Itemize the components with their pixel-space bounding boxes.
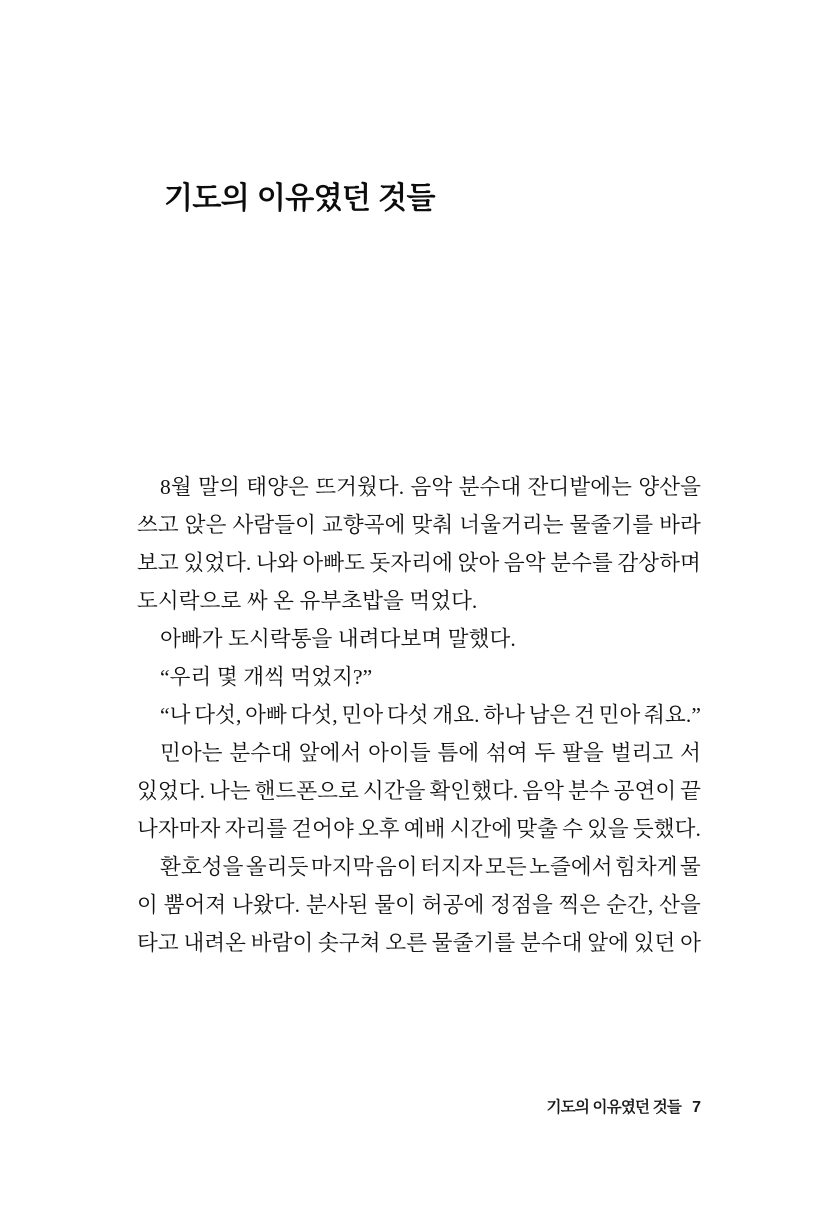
body-word: 건 bbox=[574, 703, 595, 727]
body-word: 물이 bbox=[374, 893, 417, 917]
body-word: 있었다. bbox=[137, 779, 206, 803]
body-word: 아빠 bbox=[245, 703, 287, 727]
body-word: 있었다. bbox=[183, 551, 252, 575]
body-word: 음이 bbox=[375, 855, 418, 879]
body-word: 서 bbox=[680, 741, 701, 765]
body-word: 공연이 bbox=[613, 779, 677, 803]
body-word: 8월 bbox=[160, 475, 192, 499]
body-word: 자리를 bbox=[224, 817, 288, 841]
body-word: 음악 bbox=[522, 779, 565, 803]
body-word: 이 bbox=[137, 893, 158, 917]
body-word: 끝 bbox=[680, 779, 701, 803]
body-word: 맞출 bbox=[516, 817, 559, 841]
body-word: 오른 bbox=[385, 931, 428, 955]
page-footer bbox=[137, 1095, 701, 1117]
body-word: 노즐에서 bbox=[529, 855, 613, 879]
body-word: 모든 bbox=[485, 855, 527, 879]
body-word: 팔을 bbox=[562, 741, 604, 765]
body-word: 터지자 bbox=[420, 855, 483, 879]
body-word: 다섯 bbox=[386, 703, 429, 727]
body-word: 앉은 bbox=[184, 513, 227, 537]
body-word: 산을 bbox=[659, 893, 701, 917]
body-word: 확인했다. bbox=[429, 779, 519, 803]
body-word: 내려온 bbox=[183, 931, 247, 955]
body-word: 사람들이 bbox=[232, 513, 317, 537]
body-word: 교향곡에 bbox=[322, 513, 406, 537]
body-word: 민아 bbox=[598, 703, 641, 727]
body-word: 타고 bbox=[137, 931, 179, 955]
body-word: 다섯, bbox=[290, 703, 338, 727]
body-word: 물줄기를 bbox=[569, 513, 654, 537]
body-word: 나와 bbox=[256, 551, 298, 575]
body-word: 민아는 bbox=[160, 741, 223, 765]
footer-page-number: 7 bbox=[692, 1099, 701, 1116]
body-word: 걷어야 bbox=[291, 817, 354, 841]
body-word: 쓰고 bbox=[137, 513, 179, 537]
body-word: 틈에 bbox=[437, 741, 480, 765]
body-word: 하나 bbox=[483, 703, 525, 727]
body-word: 듯했다. bbox=[632, 817, 701, 841]
body-word: 아 bbox=[680, 931, 701, 955]
body-word: 앞에서 bbox=[298, 741, 362, 765]
body-word: 태양은 bbox=[246, 475, 309, 499]
body-line: 아빠가 도시락통을 내려다보며 말했다. bbox=[160, 627, 516, 651]
body-word: 있던 bbox=[633, 931, 676, 955]
body-word: 핸드폰으로 bbox=[254, 779, 360, 803]
body-word: 잔디밭에는 bbox=[527, 475, 633, 499]
body-word: 너울거리는 bbox=[459, 513, 564, 537]
body-word: 다섯, bbox=[194, 703, 242, 727]
body-word: 물 bbox=[680, 855, 701, 879]
body-word: 두 bbox=[534, 741, 556, 765]
body-line bbox=[160, 734, 701, 772]
body-word: 분수를 bbox=[550, 551, 613, 575]
body-word: 분수대 bbox=[229, 741, 292, 765]
footer-running-title: 기도의 이유였던 것들 bbox=[546, 1099, 682, 1116]
body-word: 민아 bbox=[341, 703, 384, 727]
body-word: 섞여 bbox=[486, 741, 528, 765]
body-word: 마지막 bbox=[310, 855, 374, 879]
body-line bbox=[160, 468, 701, 506]
body-line bbox=[137, 772, 701, 810]
body-word: 감상하며 bbox=[617, 551, 701, 575]
body-line bbox=[160, 696, 701, 734]
body-word: 벌리고 bbox=[610, 741, 674, 765]
body-word: 개요. bbox=[432, 703, 480, 727]
body-word: 올리듯 bbox=[245, 855, 309, 879]
body-word: 순간, bbox=[606, 893, 654, 917]
body-word: 분수대 bbox=[519, 931, 583, 955]
body-word: 바라 bbox=[659, 513, 701, 537]
body-word: 나왔다. bbox=[232, 893, 301, 917]
body-line: “우리 몇 개씩 먹었지?” bbox=[160, 665, 373, 689]
body-word: 음악 bbox=[410, 475, 453, 499]
body-line: 도시락으로 싸 온 유부초밥을 먹었다. bbox=[137, 589, 478, 613]
body-word: 뿜어져 bbox=[163, 893, 227, 917]
body-word: 시간을 bbox=[362, 779, 426, 803]
body-word: “나 bbox=[160, 703, 191, 727]
body-word: 힘차게 bbox=[615, 855, 678, 879]
body-line bbox=[137, 506, 701, 544]
body-word: 앉아 bbox=[457, 551, 500, 575]
body-word: 나자마자 bbox=[137, 817, 221, 841]
body-word: 물줄기를 bbox=[431, 931, 516, 955]
body-word: 아빠도 bbox=[302, 551, 365, 575]
body-text bbox=[137, 468, 701, 962]
body-word: 있을 bbox=[587, 817, 629, 841]
body-word: 뜨거웠다. bbox=[315, 475, 405, 499]
body-word: 시간에 bbox=[449, 817, 513, 841]
body-word: 허공에 bbox=[421, 893, 485, 917]
body-word: 정점을 bbox=[490, 893, 553, 917]
body-word: 분수 bbox=[567, 779, 610, 803]
body-word: 아이들 bbox=[368, 741, 431, 765]
body-word: 솟구쳐 bbox=[318, 931, 381, 955]
chapter-title: 기도의 이유였던 것들 bbox=[164, 182, 435, 216]
body-word: 양산을 bbox=[638, 475, 701, 499]
body-word: 돗자리에 bbox=[369, 551, 453, 575]
body-line bbox=[160, 848, 701, 886]
body-word: 예배 bbox=[403, 817, 446, 841]
body-word: 음악 bbox=[503, 551, 546, 575]
body-word: 맞춰 bbox=[411, 513, 454, 537]
body-word: 말의 bbox=[198, 475, 240, 499]
body-line bbox=[137, 924, 701, 962]
body-line bbox=[137, 810, 701, 848]
body-line bbox=[137, 544, 701, 582]
body-word: 남은 bbox=[528, 703, 571, 727]
body-word: 환호성을 bbox=[160, 855, 244, 879]
body-word: 분사된 bbox=[305, 893, 369, 917]
body-word: 수 bbox=[562, 817, 583, 841]
body-word: 보고 bbox=[137, 551, 179, 575]
body-word: 줘요.” bbox=[644, 703, 701, 727]
body-word: 앞에 bbox=[587, 931, 629, 955]
body-word: 찍은 bbox=[558, 893, 601, 917]
body-word: 오후 bbox=[357, 817, 400, 841]
body-word: 분수대 bbox=[458, 475, 522, 499]
body-word: 나는 bbox=[209, 779, 251, 803]
body-line bbox=[137, 886, 701, 924]
body-word: 바람이 bbox=[250, 931, 314, 955]
